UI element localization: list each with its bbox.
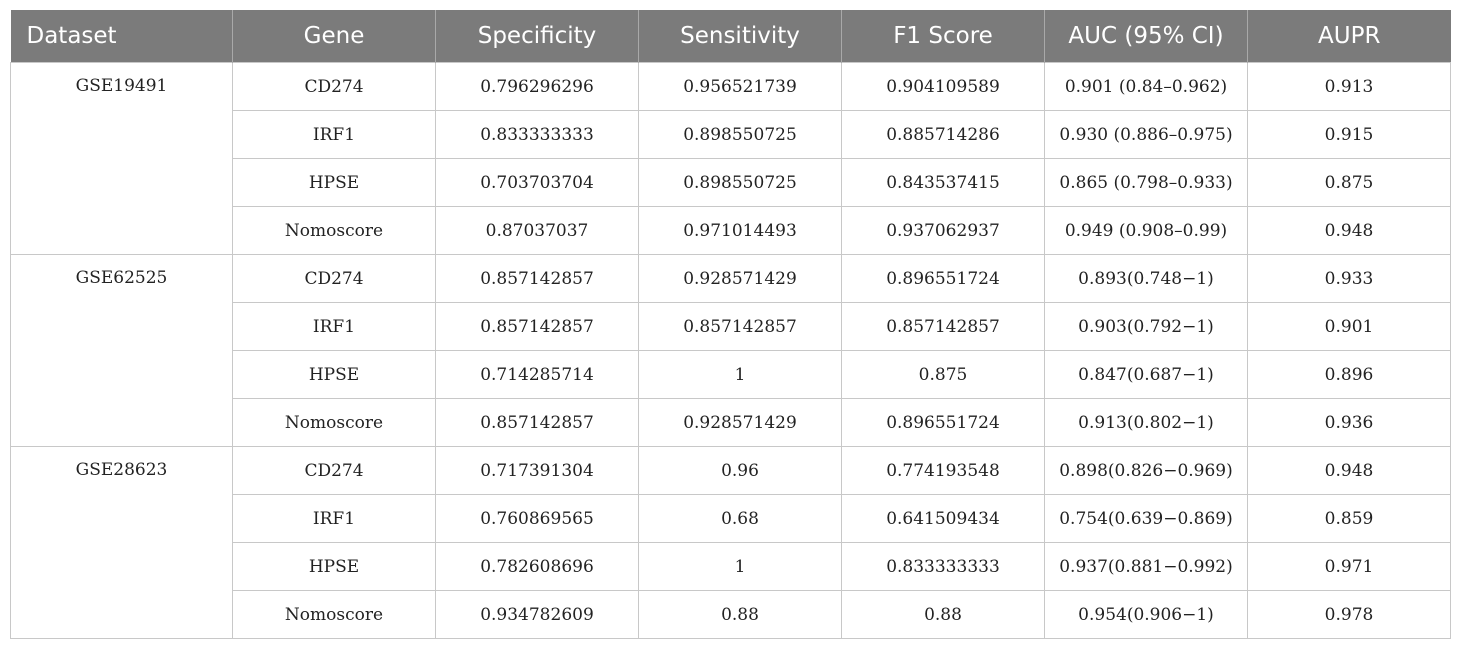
header-dataset: Dataset (11, 10, 233, 63)
auc-cell: 0.865 (0.798–0.933) (1045, 159, 1248, 207)
sensitivity-cell: 0.956521739 (639, 63, 842, 111)
table-row (11, 63, 1451, 111)
header-specificity: Specificity (436, 10, 639, 63)
gene-cell: HPSE (233, 159, 436, 207)
sensitivity-cell: 0.898550725 (639, 111, 842, 159)
auc-cell: 0.903(0.792−1) (1045, 303, 1248, 351)
gene-cell: IRF1 (233, 111, 436, 159)
specificity-cell: 0.796296296 (436, 63, 639, 111)
aupr-cell: 0.948 (1248, 447, 1451, 495)
auc-cell: 0.954(0.906−1) (1045, 591, 1248, 639)
f1-score-cell: 0.875 (842, 351, 1045, 399)
specificity-cell: 0.87037037 (436, 207, 639, 255)
dataset-cell: GSE28623 (11, 447, 233, 639)
gene-cell: CD274 (233, 447, 436, 495)
header-row (11, 10, 1451, 63)
sensitivity-cell: 0.971014493 (639, 207, 842, 255)
specificity-cell: 0.934782609 (436, 591, 639, 639)
table-header (11, 10, 1451, 63)
f1-score-cell: 0.774193548 (842, 447, 1045, 495)
f1-score-cell: 0.833333333 (842, 543, 1045, 591)
aupr-cell: 0.896 (1248, 351, 1451, 399)
header-auc: AUC (95% CI) (1045, 10, 1248, 63)
gene-cell: HPSE (233, 543, 436, 591)
specificity-cell: 0.833333333 (436, 111, 639, 159)
gene-cell: IRF1 (233, 495, 436, 543)
aupr-cell: 0.875 (1248, 159, 1451, 207)
f1-score-cell: 0.904109589 (842, 63, 1045, 111)
auc-cell: 0.754(0.639−0.869) (1045, 495, 1248, 543)
header-f1-score: F1 Score (842, 10, 1045, 63)
auc-cell: 0.898(0.826−0.969) (1045, 447, 1248, 495)
gene-cell: Nomoscore (233, 207, 436, 255)
results-table (10, 10, 1451, 639)
sensitivity-cell: 0.857142857 (639, 303, 842, 351)
sensitivity-cell: 0.68 (639, 495, 842, 543)
aupr-cell: 0.915 (1248, 111, 1451, 159)
specificity-cell: 0.714285714 (436, 351, 639, 399)
f1-score-cell: 0.896551724 (842, 255, 1045, 303)
aupr-cell: 0.971 (1248, 543, 1451, 591)
sensitivity-cell: 0.898550725 (639, 159, 842, 207)
auc-cell: 0.893(0.748−1) (1045, 255, 1248, 303)
specificity-cell: 0.703703704 (436, 159, 639, 207)
f1-score-cell: 0.896551724 (842, 399, 1045, 447)
aupr-cell: 0.901 (1248, 303, 1451, 351)
aupr-cell: 0.913 (1248, 63, 1451, 111)
f1-score-cell: 0.857142857 (842, 303, 1045, 351)
header-aupr: AUPR (1248, 10, 1451, 63)
table-row (11, 255, 1451, 303)
header-gene: Gene (233, 10, 436, 63)
specificity-cell: 0.717391304 (436, 447, 639, 495)
auc-cell: 0.901 (0.84–0.962) (1045, 63, 1248, 111)
sensitivity-cell: 1 (639, 351, 842, 399)
auc-cell: 0.949 (0.908–0.99) (1045, 207, 1248, 255)
aupr-cell: 0.859 (1248, 495, 1451, 543)
f1-score-cell: 0.937062937 (842, 207, 1045, 255)
gene-cell: CD274 (233, 63, 436, 111)
gene-cell: IRF1 (233, 303, 436, 351)
aupr-cell: 0.948 (1248, 207, 1451, 255)
results-table-container (10, 10, 1450, 639)
sensitivity-cell: 0.928571429 (639, 255, 842, 303)
gene-cell: Nomoscore (233, 591, 436, 639)
auc-cell: 0.847(0.687−1) (1045, 351, 1248, 399)
specificity-cell: 0.857142857 (436, 303, 639, 351)
sensitivity-cell: 0.928571429 (639, 399, 842, 447)
table-body (11, 63, 1451, 639)
sensitivity-cell: 1 (639, 543, 842, 591)
f1-score-cell: 0.885714286 (842, 111, 1045, 159)
specificity-cell: 0.782608696 (436, 543, 639, 591)
f1-score-cell: 0.843537415 (842, 159, 1045, 207)
specificity-cell: 0.760869565 (436, 495, 639, 543)
aupr-cell: 0.936 (1248, 399, 1451, 447)
aupr-cell: 0.978 (1248, 591, 1451, 639)
f1-score-cell: 0.641509434 (842, 495, 1045, 543)
sensitivity-cell: 0.88 (639, 591, 842, 639)
specificity-cell: 0.857142857 (436, 255, 639, 303)
auc-cell: 0.913(0.802−1) (1045, 399, 1248, 447)
specificity-cell: 0.857142857 (436, 399, 639, 447)
header-sensitivity: Sensitivity (639, 10, 842, 63)
sensitivity-cell: 0.96 (639, 447, 842, 495)
dataset-cell: GSE62525 (11, 255, 233, 447)
auc-cell: 0.930 (0.886–0.975) (1045, 111, 1248, 159)
gene-cell: CD274 (233, 255, 436, 303)
f1-score-cell: 0.88 (842, 591, 1045, 639)
auc-cell: 0.937(0.881−0.992) (1045, 543, 1248, 591)
dataset-cell: GSE19491 (11, 63, 233, 255)
table-row (11, 447, 1451, 495)
aupr-cell: 0.933 (1248, 255, 1451, 303)
gene-cell: Nomoscore (233, 399, 436, 447)
gene-cell: HPSE (233, 351, 436, 399)
